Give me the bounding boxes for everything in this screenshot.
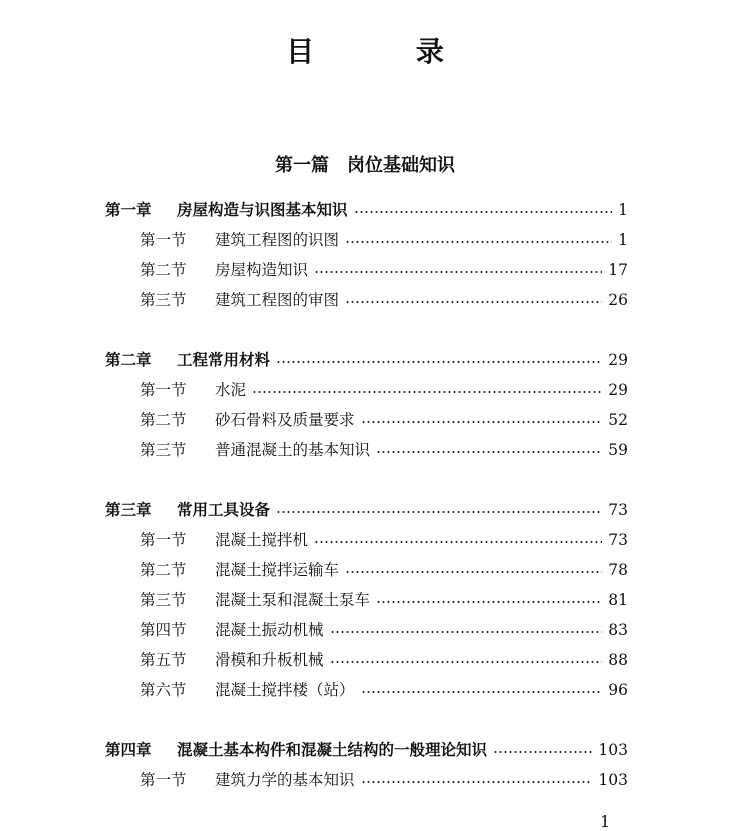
entry-page: 88 [608,651,628,669]
toc-section-entry [140,648,628,672]
toc-section-entry [140,528,628,552]
entry-number: 第三章 [105,501,152,519]
entry-number: 第一节 [140,231,187,249]
entry-number: 第二章 [105,351,152,369]
entry-number: 第二节 [140,261,187,279]
dot-leader [376,601,602,603]
entry-page: 73 [608,531,628,549]
toc-section-entry [140,408,628,432]
entry-title: 混凝土泵和混凝土泵车 [215,591,371,609]
toc-section-entry [140,618,628,642]
dot-leader [493,751,592,753]
entry-title: 混凝土搅拌运输车 [215,561,340,579]
entry-number: 第一节 [140,381,187,399]
entry-title: 建筑力学的基本知识 [215,771,355,789]
entry-title: 混凝土搅拌机 [215,531,309,549]
entry-number: 第一节 [140,531,187,549]
entry-page: 73 [608,501,628,519]
entry-title: 房屋构造与识图基本知识 [177,201,348,219]
toc-section-entry [140,588,628,612]
entry-number: 第二节 [140,411,187,429]
dot-leader [361,781,593,783]
entry-page: 1 [618,231,628,249]
entry-number: 第一章 [105,201,152,219]
entry-title: 混凝土振动机械 [215,621,324,639]
entry-title: 砂石骨料及质量要求 [215,411,355,429]
entry-page: 26 [608,291,628,309]
dot-leader [361,691,603,693]
entry-title: 混凝土基本构件和混凝土结构的一般理论知识 [177,741,488,759]
entry-title: 普通混凝土的基本知识 [215,441,371,459]
dot-leader [345,241,612,243]
entry-number: 第四章 [105,741,152,759]
entry-number: 第三节 [140,291,187,309]
dot-leader [354,211,613,213]
part-heading: 第一篇 岗位基础知识 [275,155,455,176]
dot-leader [314,541,602,543]
toc-section-entry [140,768,628,792]
dot-leader [330,661,603,663]
entry-title: 房屋构造知识 [215,261,309,279]
dot-leader [345,301,602,303]
entry-page: 103 [598,741,628,759]
entry-title: 常用工具设备 [177,501,271,519]
entry-page: 96 [608,681,628,699]
entry-page: 59 [608,441,628,459]
dot-leader [376,451,602,453]
entry-number: 第一节 [140,771,187,789]
entry-number: 第二节 [140,561,187,579]
entry-page: 83 [608,621,628,639]
toc-section-entry [140,558,628,582]
entry-title: 混凝土搅拌楼（站） [215,681,355,699]
toc-chapter-entry [105,198,628,222]
dot-leader [276,361,602,363]
entry-page: 17 [608,261,628,279]
entry-number: 第三节 [140,591,187,609]
toc-chapter-entry [105,498,628,522]
dot-leader [314,271,602,273]
toc-section-entry [140,288,628,312]
toc-chapter-entry [105,348,628,372]
dot-leader [345,571,602,573]
dot-leader [276,511,602,513]
entry-number: 第四节 [140,621,187,639]
entry-page: 29 [608,351,628,369]
entry-page: 103 [598,771,628,789]
entry-number: 第五节 [140,651,187,669]
toc-section-entry [140,438,628,462]
entry-page: 78 [608,561,628,579]
entry-page: 81 [608,591,628,609]
entry-title: 工程常用材料 [177,351,271,369]
toc-section-entry [140,678,628,702]
toc-chapter-entry [105,738,628,762]
entry-title: 建筑工程图的识图 [215,231,340,249]
toc-section-entry [140,258,628,282]
entry-title: 水泥 [215,381,247,399]
dot-leader [361,421,603,423]
entry-number: 第六节 [140,681,187,699]
page-number: 1 [600,812,611,831]
entry-number: 第三节 [140,441,187,459]
dot-leader [330,631,603,633]
entry-title: 建筑工程图的审图 [215,291,340,309]
entry-title: 滑模和升板机械 [215,651,324,669]
entry-page: 52 [608,411,628,429]
page-title: 目 录 [286,35,490,68]
entry-page: 29 [608,381,628,399]
entry-page: 1 [618,201,628,219]
dot-leader [252,391,602,393]
toc-section-entry [140,228,628,252]
toc-section-entry [140,378,628,402]
